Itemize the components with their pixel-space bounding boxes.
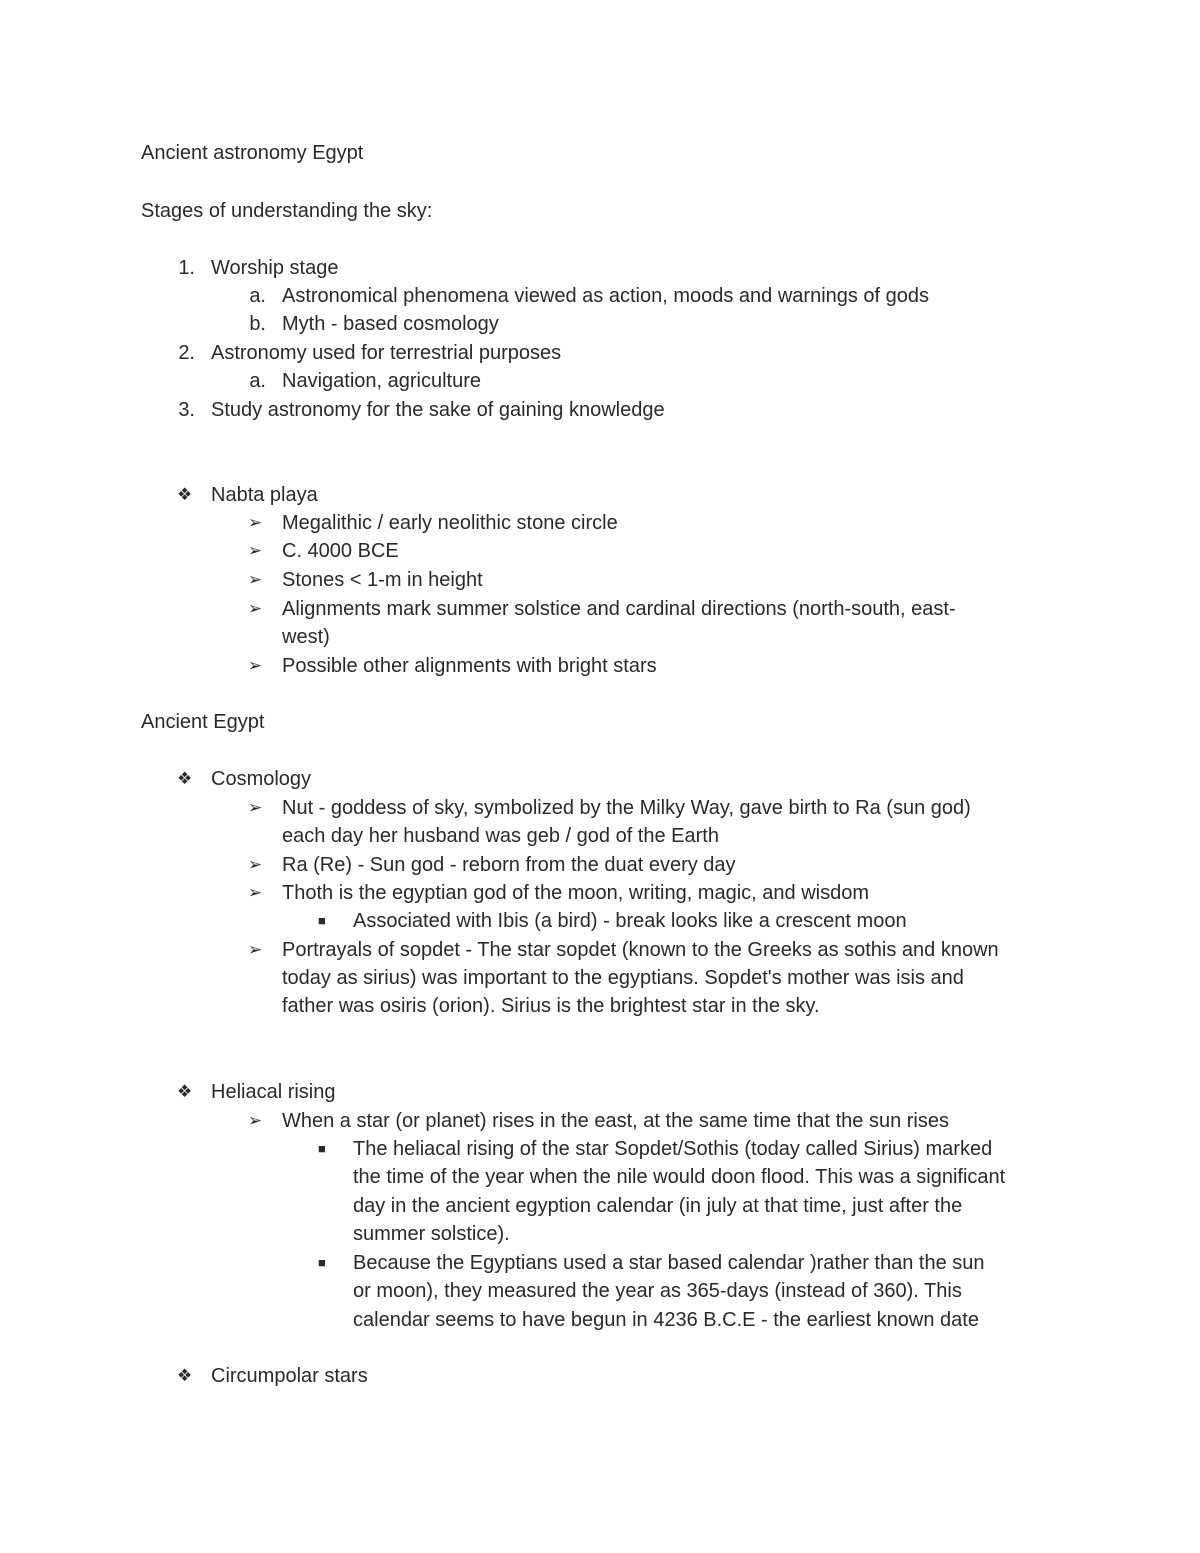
bullet-text: Nabta playa [211, 484, 318, 506]
list-subitem [0, 907, 1200, 935]
bullet-nabta-playa [0, 481, 1200, 509]
diamond-bullet-icon: ❖ [177, 1366, 193, 1385]
arrow-bullet-icon: ➢ [248, 883, 263, 902]
stages-heading [0, 197, 1200, 225]
list-item-text: Nut - goddess of sky, symbolized by the Milky Way, gave birth to Ra (sun god) [282, 797, 971, 819]
bullet-heliacal-rising [0, 1078, 1200, 1106]
list-item [0, 879, 1200, 907]
list-subitem-continuation [0, 1277, 1200, 1305]
arrow-bullet-icon: ➢ [248, 599, 263, 618]
list-subitem [0, 1135, 1200, 1163]
list-subitem-text: Because the Egyptians used a star based calendar )rather than the sun [353, 1252, 985, 1274]
list-item-text: Portrayals of sopdet - The star sopdet (known to the Greeks as sothis and known [282, 939, 999, 961]
list-subitem [0, 367, 1200, 395]
list-subitem-continuation [0, 1306, 1200, 1334]
list-number: 3. [178, 399, 195, 421]
list-subitem-text: Navigation, agriculture [282, 370, 481, 392]
list-number: 2. [178, 342, 195, 364]
list-item [0, 652, 1200, 680]
list-item-text: Megalithic / early neolithic stone circle [282, 512, 618, 534]
arrow-bullet-icon: ➢ [248, 798, 263, 817]
diamond-bullet-icon: ❖ [177, 769, 193, 788]
list-item [0, 851, 1200, 879]
list-item-text: When a star (or planet) rises in the east, at the same time that the sun rises [282, 1110, 949, 1132]
arrow-bullet-icon: ➢ [248, 513, 263, 532]
section-heading-text: Ancient Egypt [141, 711, 265, 733]
list-item [0, 254, 1200, 282]
list-item-text: Study astronomy for the sake of gaining knowledge [211, 399, 665, 421]
list-item-continuation [0, 822, 1200, 850]
list-subitem-text: summer solstice). [353, 1223, 510, 1245]
list-item [0, 566, 1200, 594]
list-subitem-text: Astronomical phenomena viewed as action, moods and warnings of gods [282, 285, 930, 307]
list-item-text: Ra (Re) - Sun god - reborn from the duat every day [282, 854, 736, 876]
arrow-bullet-icon: ➢ [248, 656, 263, 675]
list-subitem-text: or moon), they measured the year as 365-days (instead of 360). This [353, 1280, 962, 1302]
square-bullet-icon: ■ [318, 913, 326, 928]
list-item [0, 537, 1200, 565]
list-item-text: Astronomy used for terrestrial purposes [211, 342, 562, 364]
section-heading [0, 708, 1200, 736]
list-letter: a. [249, 370, 266, 392]
list-item-text: Possible other alignments with bright stars [282, 655, 657, 677]
list-item [0, 1107, 1200, 1135]
arrow-bullet-icon: ➢ [248, 570, 263, 589]
list-item-text: father was osiris (orion). Sirius is the brightest star in the sky. [282, 995, 820, 1017]
list-subitem [0, 1249, 1200, 1277]
list-item-text: Worship stage [211, 257, 339, 279]
list-item-text: west) [282, 626, 330, 648]
document-title [0, 139, 1200, 167]
list-subitem [0, 282, 1200, 310]
list-subitem-text: the time of the year when the nile would doon flood. This was a significant [353, 1166, 1006, 1188]
list-subitem-text: Myth - based cosmology [282, 313, 499, 335]
diamond-bullet-icon: ❖ [177, 485, 193, 504]
list-subitem-text: calendar seems to have begun in 4236 B.C.E - the earliest known date [353, 1309, 979, 1331]
list-subitem-continuation [0, 1192, 1200, 1220]
list-number: 1. [178, 257, 195, 279]
arrow-bullet-icon: ➢ [248, 1111, 263, 1130]
list-subitem-text: Associated with Ibis (a bird) - break looks like a crescent moon [353, 910, 907, 932]
arrow-bullet-icon: ➢ [248, 855, 263, 874]
list-item-text: Stones < 1-m in height [282, 569, 483, 591]
bullet-text: Circumpolar stars [211, 1365, 368, 1387]
list-item-text: C. 4000 BCE [282, 540, 399, 562]
list-item [0, 936, 1200, 964]
list-item-continuation [0, 623, 1200, 651]
list-item-continuation [0, 964, 1200, 992]
list-item [0, 595, 1200, 623]
list-item [0, 794, 1200, 822]
list-subitem-continuation [0, 1163, 1200, 1191]
bullet-circumpolar-stars [0, 1362, 1200, 1390]
bullet-text: Heliacal rising [211, 1081, 336, 1103]
list-item [0, 339, 1200, 367]
list-item-continuation [0, 992, 1200, 1020]
bullet-cosmology [0, 765, 1200, 793]
list-subitem-text: day in the ancient egyption calendar (in july at that time, just after the [353, 1195, 963, 1217]
stages-heading-text: Stages of understanding the sky: [141, 200, 433, 222]
diamond-bullet-icon: ❖ [177, 1082, 193, 1101]
list-subitem-continuation [0, 1220, 1200, 1248]
list-item [0, 396, 1200, 424]
arrow-bullet-icon: ➢ [248, 541, 263, 560]
list-item-text: Thoth is the egyptian god of the moon, writing, magic, and wisdom [282, 882, 869, 904]
list-subitem-text: The heliacal rising of the star Sopdet/Sothis (today called Sirius) marked [353, 1138, 993, 1160]
list-subitem [0, 310, 1200, 338]
square-bullet-icon: ■ [318, 1141, 326, 1156]
bullet-text: Cosmology [211, 768, 312, 790]
list-item-text: today as sirius) was important to the egyptians. Sopdet's mother was isis and [282, 967, 964, 989]
title-text: Ancient astronomy Egypt [141, 142, 364, 164]
arrow-bullet-icon: ➢ [248, 940, 263, 959]
list-item-text: each day her husband was geb / god of the Earth [282, 825, 719, 847]
list-item-text: Alignments mark summer solstice and cardinal directions (north-south, east- [282, 598, 956, 620]
list-letter: b. [249, 313, 266, 335]
list-item [0, 509, 1200, 537]
list-letter: a. [249, 285, 266, 307]
square-bullet-icon: ■ [318, 1255, 326, 1270]
